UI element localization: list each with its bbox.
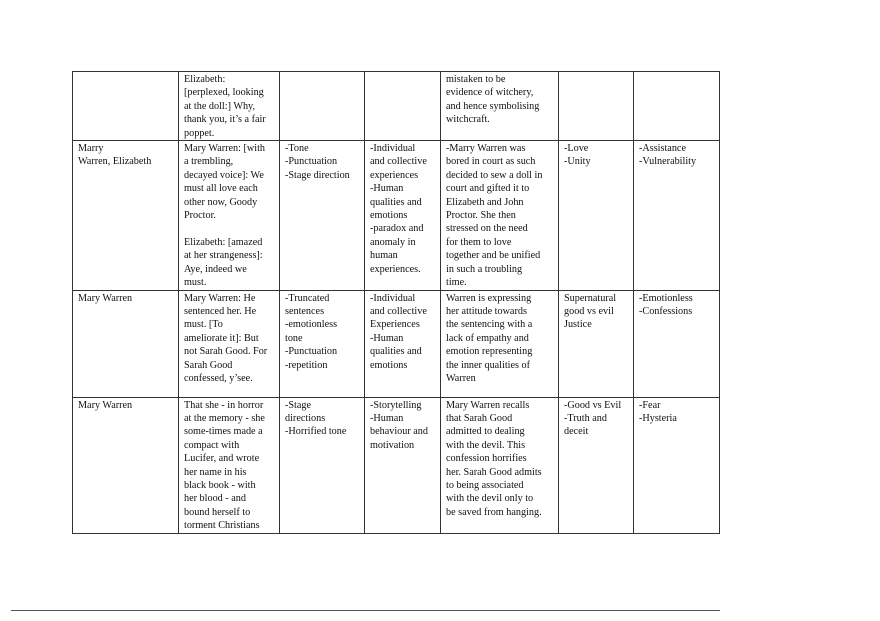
idea-cell (559, 141, 634, 290)
cell-line: evidence of witchery, (446, 87, 534, 99)
cell-line: confession horrifies (446, 453, 527, 465)
cell-line: not Sarah Good. For (184, 346, 268, 358)
character-cell (73, 72, 179, 141)
cell-line: directions (285, 412, 326, 424)
cell-line: the sentencing with a (446, 319, 533, 331)
idea-cell (559, 397, 634, 533)
cell-line: Warren is expressing (446, 292, 532, 304)
cell-line: -Confessions (639, 305, 693, 317)
technique-cell (280, 290, 365, 397)
cell-line: -Assistance (639, 143, 686, 155)
cell-line: [perplexed, looking (184, 87, 264, 99)
cell-line: stressed on the need (446, 223, 528, 235)
cell-line: her name in his (184, 466, 247, 478)
cell-line: a trembling, (184, 156, 234, 168)
cell-line: with the devil only to (446, 493, 534, 505)
cell-line: Sarah Good (184, 359, 233, 371)
cell-line: Elizabeth: [amazed (184, 236, 263, 248)
cell-line: Mary Warren: He (184, 292, 256, 304)
cell-line: -Love (564, 143, 589, 155)
cell-line: -Stage direction (285, 169, 350, 181)
cell-line: be saved from hanging. (446, 506, 542, 518)
cell-line: -Good vs Evil (564, 399, 622, 411)
cell-line: emotion representing (446, 346, 533, 358)
cell-line: at the memory - she (184, 412, 265, 424)
cell-line: decayed voice]: We (184, 169, 264, 181)
cell-line: Warren, Elizabeth (78, 156, 152, 168)
analysis-cell (441, 141, 559, 290)
cell-line: the inner qualities of (446, 359, 531, 371)
cell-line: -Tone (285, 143, 309, 155)
cell-line: -Human (370, 183, 404, 195)
cell-line: compact with (184, 439, 240, 451)
cell-line: and collective (370, 156, 427, 168)
cell-line: -paradox and (370, 223, 424, 235)
cell-line: her blood - and (184, 493, 246, 505)
cell-line: Mary Warren (78, 292, 133, 304)
table-row (73, 141, 720, 290)
cell-line: must. [To (184, 319, 223, 331)
cell-line: Lucifer, and wrote (184, 453, 260, 465)
cell-line: -Horrified tone (285, 426, 347, 438)
quote-cell (179, 397, 280, 533)
cell-line: -Unity (564, 156, 591, 168)
cell-line: -Individual (370, 143, 416, 155)
cell-line: good vs evil (564, 305, 614, 317)
cell-line: some-times made a (184, 426, 263, 438)
cell-line: Warren (446, 372, 476, 384)
cell-line: -Punctuation (285, 346, 338, 358)
cell-line: lack of empathy and (446, 332, 529, 344)
cell-line: poppet. (184, 127, 215, 139)
cell-line: -Stage (285, 399, 312, 411)
cell-line: in such a troubling (446, 263, 523, 275)
cell-line: Elizabeth: (184, 74, 226, 85)
cell-line: -Marry Warren was (446, 143, 526, 155)
cell-line: Aye, indeed we (184, 263, 247, 275)
idea-cell (559, 290, 634, 397)
cell-line: Justice (564, 319, 592, 331)
analysis-cell (441, 397, 559, 533)
cell-line: Proctor. She then (446, 210, 516, 222)
cell-line: must. (184, 277, 207, 289)
cell-line: court and gifted it to (446, 183, 530, 195)
cell-line: to being associated (446, 479, 524, 491)
cell-line: other now, Goody (184, 196, 258, 208)
theme-cell (365, 72, 441, 141)
cell-line: at the doll:] Why, (184, 100, 256, 112)
cell-line: witchcraft. (446, 114, 490, 126)
character-cell (73, 397, 179, 533)
cell-line: thank you, it’s a fair (184, 114, 266, 126)
cell-line: sentenced her. He (184, 305, 257, 317)
cell-line: emotions (370, 359, 408, 371)
cell-line (184, 222, 274, 235)
technique-cell (280, 72, 365, 141)
cell-line: her. Sarah Good admits (446, 466, 542, 478)
cell-line: -Emotionless (639, 292, 693, 304)
cell-line: human (370, 250, 398, 262)
cell-line: torment Christians (184, 520, 260, 532)
analysis-cell (441, 290, 559, 397)
concept-cell (634, 397, 720, 533)
cell-line: Mary Warren recalls (446, 399, 530, 411)
theme-cell (365, 141, 441, 290)
technique-cell (280, 397, 365, 533)
cell-line: black book - with (184, 479, 256, 491)
cell-line: That she - in horror (184, 399, 264, 411)
quote-cell (179, 290, 280, 397)
cell-line: Elizabeth and John (446, 196, 524, 208)
concept-cell (634, 290, 720, 397)
character-cell (73, 141, 179, 290)
quote-cell (179, 141, 280, 290)
cell-line: decided to sew a doll in (446, 169, 543, 181)
cell-line: experiences (370, 169, 419, 181)
cell-line: -emotionless (285, 319, 338, 331)
cell-line: bound herself to (184, 506, 251, 518)
cell-line: Proctor. (184, 210, 216, 222)
cell-line: and collective (370, 305, 427, 317)
analysis-table (72, 71, 720, 534)
cell-line: deceit (564, 426, 589, 438)
table-row (73, 397, 720, 533)
cell-line: experiences. (370, 263, 421, 275)
character-cell (73, 290, 179, 397)
cell-line: -Vulnerability (639, 156, 697, 168)
cell-line: emotions (370, 210, 408, 222)
cell-line: -Truncated (285, 292, 330, 304)
technique-cell (280, 141, 365, 290)
analysis-cell (441, 72, 559, 141)
cell-line: qualities and (370, 196, 422, 208)
cell-line: qualities and (370, 346, 422, 358)
cell-line: confessed, y’see. (184, 372, 253, 384)
cell-line: -repetition (285, 359, 328, 371)
cell-line: Experiences (370, 319, 420, 331)
cell-line: and hence symbolising (446, 100, 540, 112)
cell-line: anomaly in (370, 236, 416, 248)
cell-line: with the devil. This (446, 439, 526, 451)
table-row (73, 290, 720, 397)
cell-line: motivation (370, 439, 415, 451)
concept-cell (634, 141, 720, 290)
cell-line: Mary Warren (78, 399, 133, 411)
cell-line: at her strangeness]: (184, 250, 263, 262)
cell-line: behaviour and (370, 426, 428, 438)
cell-line: time. (446, 277, 467, 289)
cell-line: Marry (78, 143, 104, 155)
cell-line: for them to love (446, 236, 512, 248)
concept-cell (634, 72, 720, 141)
theme-cell (365, 397, 441, 533)
cell-line: together and be unified (446, 250, 541, 262)
cell-line: tone (285, 332, 303, 344)
cell-line: her attitude towards (446, 305, 527, 317)
cell-line: must all love each (184, 183, 258, 195)
cell-line: ameliorate it]: But (184, 332, 259, 344)
table-row (73, 72, 720, 141)
cell-line: mistaken to be (446, 74, 506, 85)
cell-line: that Sarah Good (446, 412, 513, 424)
cell-line: admitted to dealing (446, 426, 525, 438)
cell-line: Mary Warren: [with (184, 143, 266, 155)
cell-line: -Storytelling (370, 399, 422, 411)
theme-cell (365, 290, 441, 397)
cell-line: sentences (285, 305, 325, 317)
cell-line: -Human (370, 412, 404, 424)
cell-line: bored in court as such (446, 156, 536, 168)
cell-line: -Human (370, 332, 404, 344)
cell-line: -Truth and (564, 412, 607, 424)
footer-rule (11, 610, 720, 611)
cell-line: -Punctuation (285, 156, 338, 168)
cell-line: -Individual (370, 292, 416, 304)
idea-cell (559, 72, 634, 141)
quote-cell (179, 72, 280, 141)
cell-line: -Fear (639, 399, 661, 411)
cell-line: Supernatural (564, 292, 617, 304)
cell-line: -Hysteria (639, 412, 677, 424)
